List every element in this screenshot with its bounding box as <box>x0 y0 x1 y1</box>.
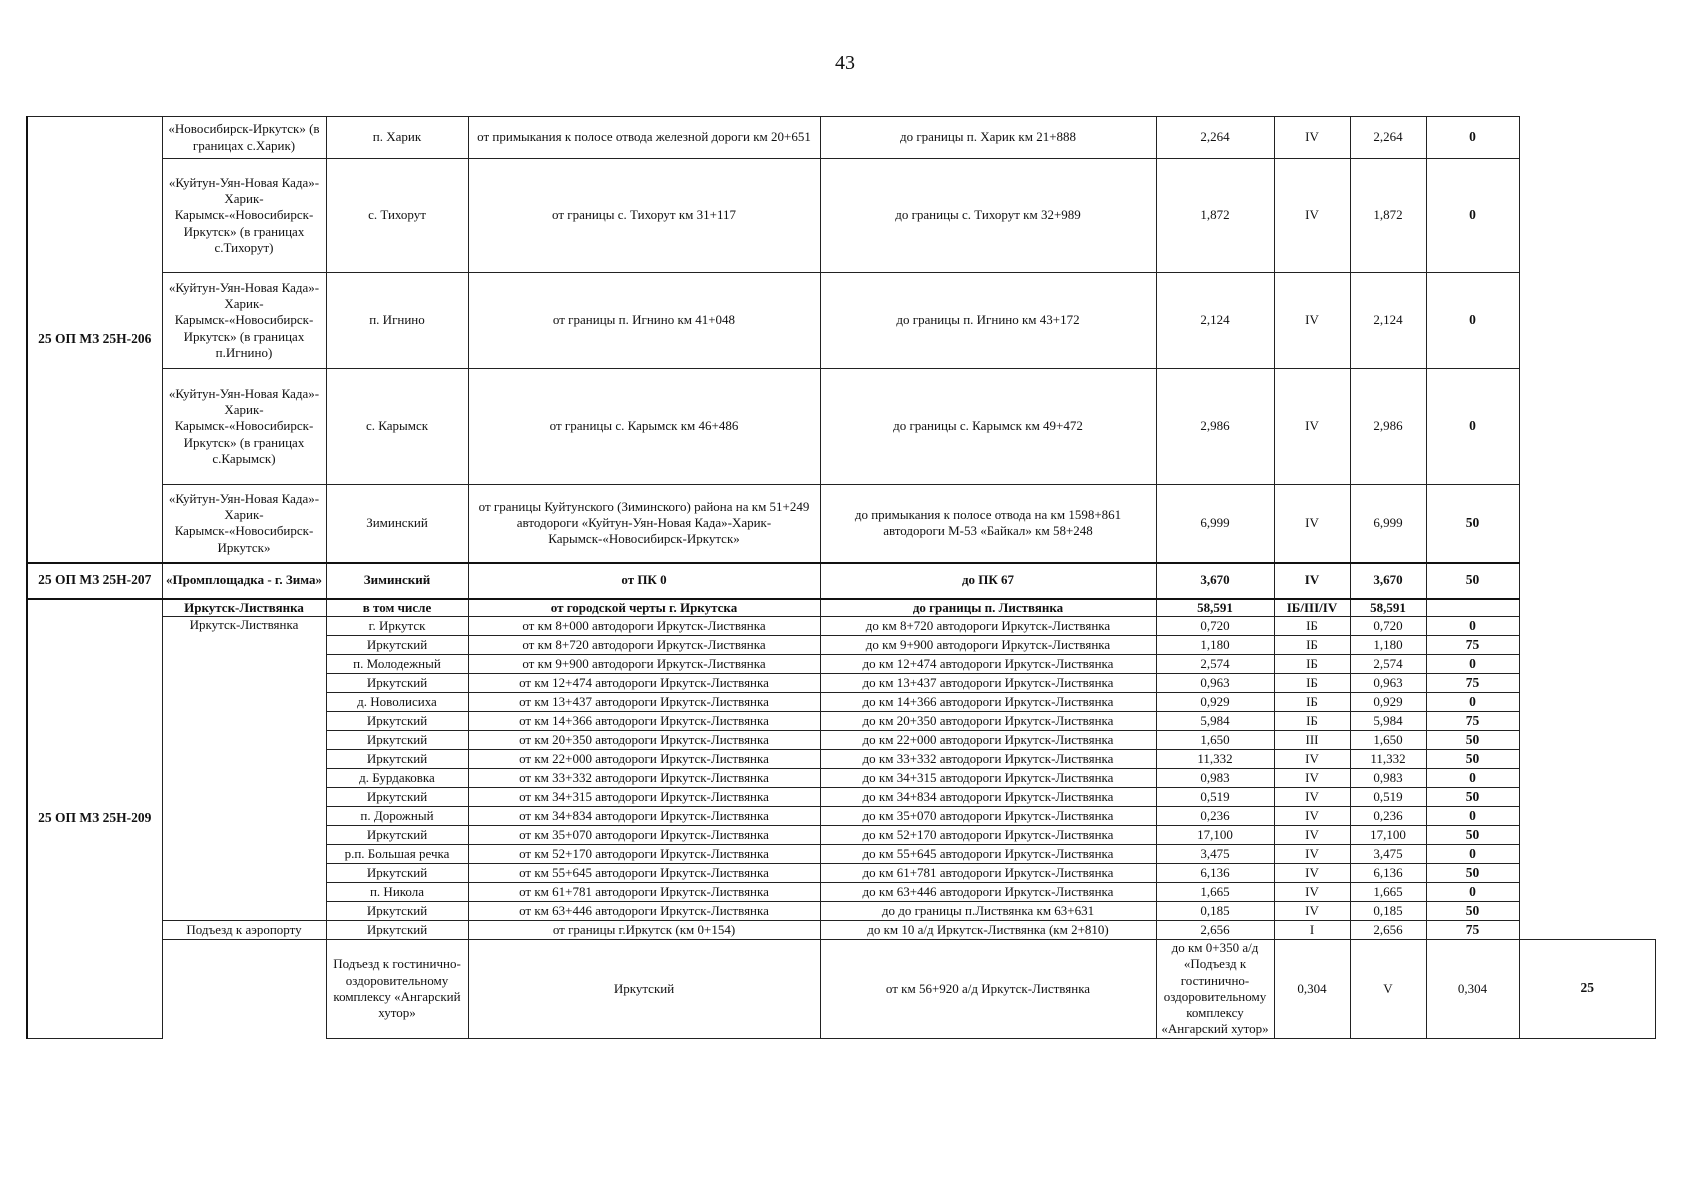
category-cell: IБ/III/IV <box>1274 599 1350 617</box>
to-cell: до км 52+170 автодороги Иркутск-Листвянка <box>820 826 1156 845</box>
from-cell: от границы г.Иркутск (км 0+154) <box>468 921 820 940</box>
locality-cell: р.п. Большая речка <box>326 845 468 864</box>
to-cell: до ПК 67 <box>820 563 1156 599</box>
to-cell: до границы п. Харик км 21+888 <box>820 117 1156 159</box>
to-cell: до км 35+070 автодороги Иркутск-Листвянка <box>820 807 1156 826</box>
locality-cell: Иркутский <box>326 731 468 750</box>
category-cell: IV <box>1274 750 1350 769</box>
category-cell: IV <box>1274 807 1350 826</box>
from-cell: от км 61+781 автодороги Иркутск-Листвянка <box>468 883 820 902</box>
locality-cell: с. Карымск <box>326 369 468 485</box>
locality-cell: Иркутский <box>326 788 468 807</box>
width-cell: 50 <box>1426 826 1519 845</box>
category-cell: IV <box>1274 159 1350 273</box>
from-cell: от км 22+000 автодороги Иркутск-Листвянка <box>468 750 820 769</box>
category-cell: IV <box>1274 769 1350 788</box>
category-cell: III <box>1274 731 1350 750</box>
category-cell: IV <box>1274 273 1350 369</box>
length-repeat-cell: 0,929 <box>1350 693 1426 712</box>
from-cell: от городской черты г. Иркутска <box>468 599 820 617</box>
table-row <box>27 599 1656 617</box>
length-repeat-cell: 0,236 <box>1350 807 1426 826</box>
width-cell: 0 <box>1426 617 1519 636</box>
from-cell: от км 8+720 автодороги Иркутск-Листвянка <box>468 636 820 655</box>
locality-cell: п. Игнино <box>326 273 468 369</box>
to-cell: до км 34+315 автодороги Иркутск-Листвянка <box>820 769 1156 788</box>
table-row <box>27 159 1656 273</box>
length-cell: 6,136 <box>1156 864 1274 883</box>
category-cell: IБ <box>1274 712 1350 731</box>
length-cell: 2,986 <box>1156 369 1274 485</box>
locality-cell: п. Харик <box>326 117 468 159</box>
length-cell: 1,650 <box>1156 731 1274 750</box>
length-repeat-cell: 2,986 <box>1350 369 1426 485</box>
table-row <box>27 369 1656 485</box>
to-cell: до до границы п.Листвянка км 63+631 <box>820 902 1156 921</box>
length-repeat-cell: 0,720 <box>1350 617 1426 636</box>
road-name-cell: Подъезд к аэропорту <box>162 921 326 940</box>
length-repeat-cell: 1,872 <box>1350 159 1426 273</box>
length-cell: 2,264 <box>1156 117 1274 159</box>
from-cell: от км 8+000 автодороги Иркутск-Листвянка <box>468 617 820 636</box>
locality-cell: Иркутский <box>326 712 468 731</box>
road-name-cell: Подъезд к гостинично-оздоровительному комплексу «Ангарский хутор» <box>326 940 468 1039</box>
length-cell: 6,999 <box>1156 485 1274 563</box>
table-row <box>27 273 1656 369</box>
width-cell: 0 <box>1426 845 1519 864</box>
locality-cell: Зиминский <box>326 563 468 599</box>
width-cell: 75 <box>1426 674 1519 693</box>
from-cell: от ПК 0 <box>468 563 820 599</box>
from-cell: от км 55+645 автодороги Иркутск-Листвянка <box>468 864 820 883</box>
category-cell: IV <box>1274 788 1350 807</box>
to-cell: до км 0+350 а/д «Подъезд к гостинично-оздоровительному комплексу «Ангарский хутор» <box>1156 940 1274 1039</box>
locality-cell: Иркутский <box>326 674 468 693</box>
to-cell: до км 55+645 автодороги Иркутск-Листвянка <box>820 845 1156 864</box>
to-cell: до границы с. Карымск км 49+472 <box>820 369 1156 485</box>
to-cell: до км 12+474 автодороги Иркутск-Листвянка <box>820 655 1156 674</box>
from-cell: от границы п. Игнино км 41+048 <box>468 273 820 369</box>
category-cell: IБ <box>1274 617 1350 636</box>
category-cell: IV <box>1274 563 1350 599</box>
locality-cell: г. Иркутск <box>326 617 468 636</box>
length-repeat-cell: 2,264 <box>1350 117 1426 159</box>
width-cell: 0 <box>1426 117 1519 159</box>
width-cell: 0 <box>1426 273 1519 369</box>
page-number: 43 <box>835 52 855 74</box>
width-cell: 50 <box>1426 788 1519 807</box>
length-repeat-cell: 1,650 <box>1350 731 1426 750</box>
width-cell: 75 <box>1426 636 1519 655</box>
table-row <box>27 563 1656 599</box>
from-cell: от примыкания к полосе отвода железной дороги км 20+651 <box>468 117 820 159</box>
length-cell: 5,984 <box>1156 712 1274 731</box>
locality-cell: Иркутский <box>326 864 468 883</box>
from-cell: от границы Куйтунского (Зиминского) района на км 51+249 автодороги «Куйтун-Уян-Новая Када»-Харик-Карымск-«Новосибирск-Иркутск» <box>468 485 820 563</box>
road-code-cell: 25 ОП МЗ 25Н-207 <box>27 563 162 599</box>
width-cell: 0 <box>1426 369 1519 485</box>
road-name-cell: «Куйтун-Уян-Новая Када»-Харик-Карымск-«Новосибирск-Иркутск» <box>162 485 326 563</box>
width-cell: 50 <box>1426 864 1519 883</box>
locality-cell: п. Молодежный <box>326 655 468 674</box>
to-cell: до границы с. Тихорут км 32+989 <box>820 159 1156 273</box>
locality-cell: Иркутский <box>326 921 468 940</box>
length-cell: 0,185 <box>1156 902 1274 921</box>
to-cell: до км 9+900 автодороги Иркутск-Листвянка <box>820 636 1156 655</box>
length-repeat-cell: 0,185 <box>1350 902 1426 921</box>
width-cell: 0 <box>1426 883 1519 902</box>
road-name-cell: «Куйтун-Уян-Новая Када»-Харик-Карымск-«Новосибирск-Иркутск» (в границах с.Карымск) <box>162 369 326 485</box>
from-cell: от км 12+474 автодороги Иркутск-Листвянка <box>468 674 820 693</box>
to-cell: до км 8+720 автодороги Иркутск-Листвянка <box>820 617 1156 636</box>
locality-cell: Зиминский <box>326 485 468 563</box>
length-cell: 0,519 <box>1156 788 1274 807</box>
from-cell: от км 14+366 автодороги Иркутск-Листвянка <box>468 712 820 731</box>
from-cell: от границы с. Карымск км 46+486 <box>468 369 820 485</box>
length-cell: 1,665 <box>1156 883 1274 902</box>
width-cell: 0 <box>1426 655 1519 674</box>
road-code-cell: 25 ОП МЗ 25Н-206 <box>27 117 162 563</box>
locality-cell: в том числе <box>326 599 468 617</box>
length-cell: 2,124 <box>1156 273 1274 369</box>
length-repeat-cell: 3,670 <box>1350 563 1426 599</box>
category-cell: IV <box>1274 117 1350 159</box>
locality-cell: п. Дорожный <box>326 807 468 826</box>
width-cell: 25 <box>1519 940 1656 1039</box>
road-code-cell: 25 ОП МЗ 25Н-209 <box>27 599 162 1039</box>
width-cell: 50 <box>1426 750 1519 769</box>
from-cell: от км 13+437 автодороги Иркутск-Листвянка <box>468 693 820 712</box>
category-cell: IV <box>1274 826 1350 845</box>
length-repeat-cell: 6,999 <box>1350 485 1426 563</box>
locality-cell: Иркутский <box>326 902 468 921</box>
length-repeat-cell: 2,574 <box>1350 655 1426 674</box>
length-cell: 2,574 <box>1156 655 1274 674</box>
to-cell: до км 20+350 автодороги Иркутск-Листвянка <box>820 712 1156 731</box>
category-cell: IБ <box>1274 674 1350 693</box>
to-cell: до км 10 а/д Иркутск-Листвянка (км 2+810) <box>820 921 1156 940</box>
locality-cell: д. Новолисиха <box>326 693 468 712</box>
category-cell: I <box>1274 921 1350 940</box>
length-cell: 0,304 <box>1274 940 1350 1039</box>
from-cell: от км 52+170 автодороги Иркутск-Листвянка <box>468 845 820 864</box>
from-cell: от км 34+834 автодороги Иркутск-Листвянка <box>468 807 820 826</box>
length-repeat-cell: 5,984 <box>1350 712 1426 731</box>
locality-cell: д. Бурдаковка <box>326 769 468 788</box>
from-cell: от границы с. Тихорут км 31+117 <box>468 159 820 273</box>
width-cell: 50 <box>1426 731 1519 750</box>
from-cell: от км 33+332 автодороги Иркутск-Листвянка <box>468 769 820 788</box>
width-cell: 0 <box>1426 769 1519 788</box>
category-cell: IV <box>1274 845 1350 864</box>
category-cell: IV <box>1274 485 1350 563</box>
length-cell: 0,963 <box>1156 674 1274 693</box>
from-cell: от км 34+315 автодороги Иркутск-Листвянка <box>468 788 820 807</box>
length-cell: 1,872 <box>1156 159 1274 273</box>
width-cell <box>1426 599 1519 617</box>
length-cell: 11,332 <box>1156 750 1274 769</box>
table-row <box>27 617 1656 636</box>
to-cell: до км 34+834 автодороги Иркутск-Листвянка <box>820 788 1156 807</box>
length-cell: 17,100 <box>1156 826 1274 845</box>
length-cell: 0,720 <box>1156 617 1274 636</box>
locality-cell: Иркутский <box>326 826 468 845</box>
to-cell: до примыкания к полосе отвода на км 1598+861 автодороги М-53 «Байкал» км 58+248 <box>820 485 1156 563</box>
category-cell: V <box>1350 940 1426 1039</box>
category-cell: IБ <box>1274 636 1350 655</box>
length-cell: 58,591 <box>1156 599 1274 617</box>
table-row <box>27 921 1656 940</box>
road-name-cell: «Куйтун-Уян-Новая Када»-Харик-Карымск-«Новосибирск-Иркутск» (в границах с.Тихорут) <box>162 159 326 273</box>
road-name-cell: «Куйтун-Уян-Новая Када»-Харик-Карымск-«Новосибирск-Иркутск» (в границах п.Игнино) <box>162 273 326 369</box>
from-cell: от км 20+350 автодороги Иркутск-Листвянка <box>468 731 820 750</box>
category-cell: IV <box>1274 369 1350 485</box>
locality-cell: Иркутский <box>468 940 820 1039</box>
blank-cell <box>162 940 326 1039</box>
length-cell: 3,475 <box>1156 845 1274 864</box>
to-cell: до км 61+781 автодороги Иркутск-Листвянка <box>820 864 1156 883</box>
width-cell: 0 <box>1426 693 1519 712</box>
from-cell: от км 9+900 автодороги Иркутск-Листвянка <box>468 655 820 674</box>
length-repeat-cell: 17,100 <box>1350 826 1426 845</box>
width-cell: 50 <box>1426 563 1519 599</box>
width-cell: 0 <box>1426 807 1519 826</box>
width-cell: 50 <box>1426 485 1519 563</box>
category-cell: IV <box>1274 883 1350 902</box>
to-cell: до км 13+437 автодороги Иркутск-Листвянка <box>820 674 1156 693</box>
width-cell: 75 <box>1426 712 1519 731</box>
road-table <box>26 116 1656 1039</box>
locality-cell: Иркутский <box>326 750 468 769</box>
length-cell: 2,656 <box>1156 921 1274 940</box>
length-repeat-cell: 1,180 <box>1350 636 1426 655</box>
length-repeat-cell: 2,124 <box>1350 273 1426 369</box>
road-name-cell: Иркутск-Листвянка <box>162 599 326 617</box>
length-repeat-cell: 0,963 <box>1350 674 1426 693</box>
from-cell: от км 35+070 автодороги Иркутск-Листвянка <box>468 826 820 845</box>
length-repeat-cell: 0,983 <box>1350 769 1426 788</box>
length-repeat-cell: 2,656 <box>1350 921 1426 940</box>
width-cell: 0 <box>1426 159 1519 273</box>
length-repeat-cell: 0,519 <box>1350 788 1426 807</box>
length-cell: 0,236 <box>1156 807 1274 826</box>
from-cell: от км 56+920 а/д Иркутск-Листвянка <box>820 940 1156 1039</box>
to-cell: до границы п. Листвянка <box>820 599 1156 617</box>
category-cell: IБ <box>1274 693 1350 712</box>
length-repeat-cell: 6,136 <box>1350 864 1426 883</box>
to-cell: до км 14+366 автодороги Иркутск-Листвянка <box>820 693 1156 712</box>
length-cell: 0,929 <box>1156 693 1274 712</box>
table-row <box>27 940 1656 1039</box>
length-repeat-cell: 3,475 <box>1350 845 1426 864</box>
to-cell: до км 63+446 автодороги Иркутск-Листвянка <box>820 883 1156 902</box>
length-repeat-cell: 58,591 <box>1350 599 1426 617</box>
length-cell: 1,180 <box>1156 636 1274 655</box>
length-repeat-cell: 11,332 <box>1350 750 1426 769</box>
locality-cell: п. Никола <box>326 883 468 902</box>
to-cell: до км 33+332 автодороги Иркутск-Листвянка <box>820 750 1156 769</box>
road-name-cell: Иркутск-Листвянка <box>162 617 326 921</box>
locality-cell: с. Тихорут <box>326 159 468 273</box>
category-cell: IБ <box>1274 655 1350 674</box>
from-cell: от км 63+446 автодороги Иркутск-Листвянка <box>468 902 820 921</box>
length-repeat-cell: 0,304 <box>1426 940 1519 1039</box>
length-cell: 0,983 <box>1156 769 1274 788</box>
to-cell: до км 22+000 автодороги Иркутск-Листвянка <box>820 731 1156 750</box>
to-cell: до границы п. Игнино км 43+172 <box>820 273 1156 369</box>
road-name-cell: «Промплощадка - г. Зима» <box>162 563 326 599</box>
width-cell: 50 <box>1426 902 1519 921</box>
category-cell: IV <box>1274 902 1350 921</box>
table-row <box>27 117 1656 159</box>
road-name-cell: «Новосибирск-Иркутск» (в границах с.Харик) <box>162 117 326 159</box>
locality-cell: Иркутский <box>326 636 468 655</box>
width-cell: 75 <box>1426 921 1519 940</box>
table-row <box>27 485 1656 563</box>
category-cell: IV <box>1274 864 1350 883</box>
length-repeat-cell: 1,665 <box>1350 883 1426 902</box>
length-cell: 3,670 <box>1156 563 1274 599</box>
